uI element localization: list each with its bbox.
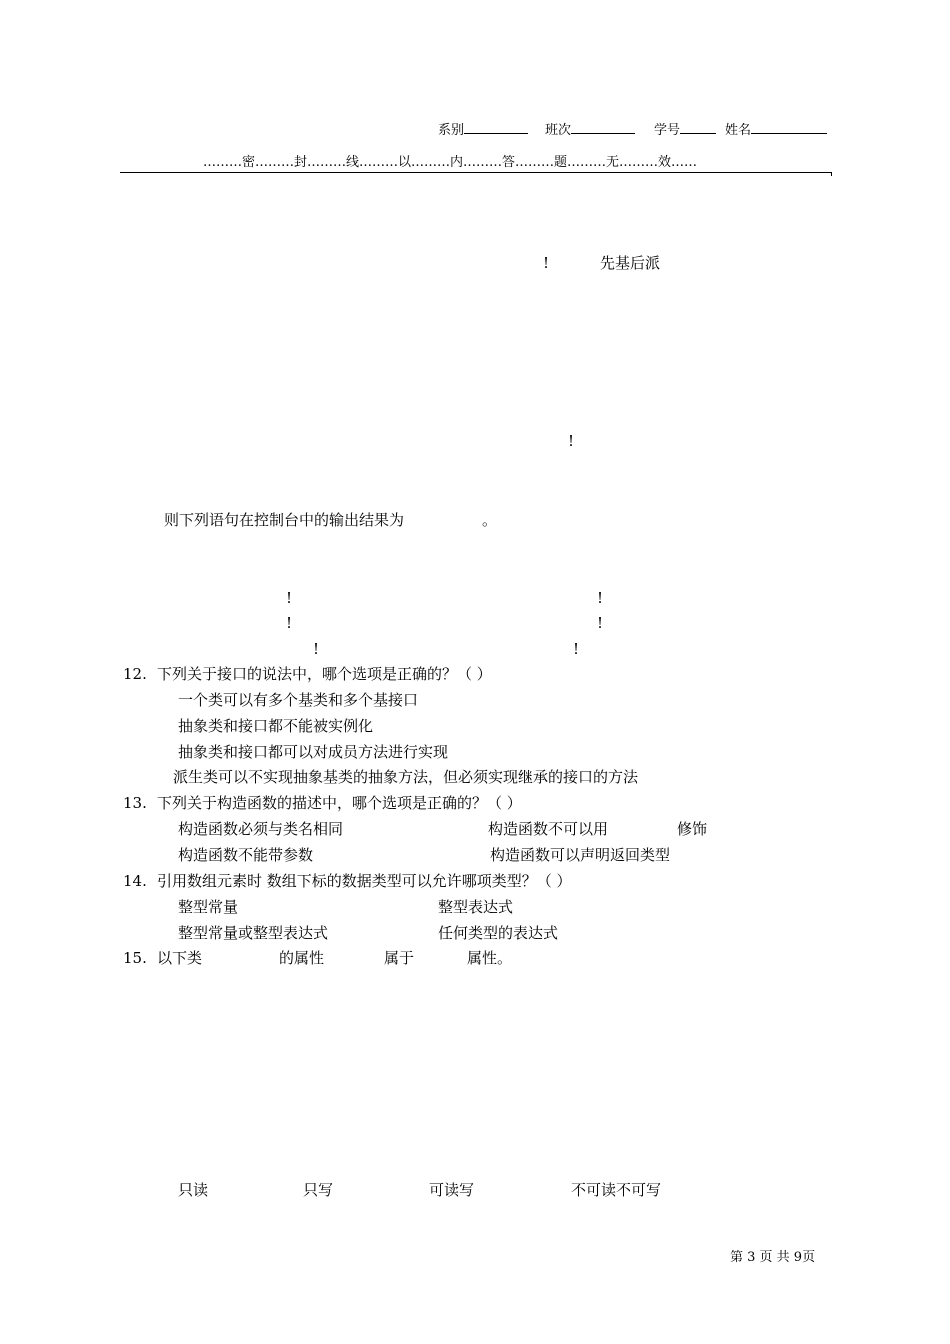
- fragment-bang-8: !: [573, 640, 580, 658]
- dept-field: [438, 121, 528, 137]
- fragment-base-first: 先基后派: [600, 254, 661, 272]
- class-blank[interactable]: [571, 121, 635, 134]
- q15-option-a[interactable]: 只读: [178, 1181, 209, 1199]
- dept-blank[interactable]: [464, 121, 528, 134]
- q13-option-b[interactable]: [488, 822, 707, 837]
- class-label: 班次: [545, 123, 572, 138]
- q13-number: 13.: [123, 794, 147, 812]
- q14-number: 14.: [123, 872, 147, 890]
- page-number: 第 3 页 共 9页: [730, 1250, 816, 1265]
- q14-option-b[interactable]: 整型表达式: [438, 898, 514, 916]
- q15-stem-a: 以下类: [157, 949, 203, 967]
- q13-option-b-text: 构造函数不可以用: [488, 820, 609, 838]
- fragment-bang-2: !: [568, 432, 575, 450]
- fragment-bang-3: !: [286, 589, 293, 607]
- q12-number: 12.: [123, 665, 147, 683]
- q13-option-d[interactable]: 构造函数可以声明返回类型: [490, 846, 671, 864]
- class-field: [545, 121, 635, 137]
- seal-line-text: ………密………封………线………以………内………答………题………无………效……: [203, 155, 697, 170]
- output-prompt: 则下列语句在控制台中的输出结果为: [164, 511, 405, 529]
- q14-option-d[interactable]: 任何类型的表达式: [438, 924, 559, 942]
- q14-stem: 引用数组元素时 数组下标的数据类型可以允许哪项类型？（ ）: [157, 872, 572, 890]
- output-period: 。: [482, 511, 498, 529]
- fragment-bang-5: !: [286, 614, 293, 632]
- name-blank[interactable]: [751, 121, 827, 134]
- header-rule-tick: [831, 172, 832, 176]
- dept-label: 系别: [438, 123, 465, 138]
- q15-stem-d: 属性。: [467, 949, 513, 967]
- q15-option-b[interactable]: 只写: [303, 1181, 334, 1199]
- q15-option-d[interactable]: 不可读不可写: [571, 1181, 662, 1199]
- fragment-bang-6: !: [597, 614, 604, 632]
- fragment-bang-7: !: [313, 640, 320, 658]
- fragment-bang-4: !: [597, 589, 604, 607]
- q14-option-c[interactable]: 整型常量或整型表达式: [178, 924, 329, 942]
- q15-stem-c: 属于: [384, 949, 415, 967]
- q15-stem-b: 的属性: [279, 949, 325, 967]
- q12-option-b[interactable]: 抽象类和接口都不能被实例化: [178, 717, 374, 735]
- q13-option-a[interactable]: 构造函数必须与类名相同: [178, 820, 344, 838]
- q12-stem: 下列关于接口的说法中，哪个选项是正确的？（ ）: [157, 665, 492, 683]
- q12-option-c[interactable]: 抽象类和接口都可以对成员方法进行实现: [178, 743, 449, 761]
- name-label: 姓名: [725, 123, 752, 138]
- header-rule: [120, 172, 832, 173]
- student-id-blank[interactable]: [680, 121, 716, 134]
- student-id-field: [654, 121, 716, 137]
- fragment-bang-1: !: [543, 254, 550, 272]
- q12-option-a[interactable]: 一个类可以有多个基类和多个基接口: [178, 691, 419, 709]
- q13-option-c[interactable]: 构造函数不能带参数: [178, 846, 314, 864]
- student-id-label: 学号: [654, 123, 681, 138]
- q15-number: 15.: [123, 949, 147, 967]
- q12-option-d[interactable]: 派生类可以不实现抽象基类的抽象方法，但必须实现继承的接口的方法: [173, 768, 639, 786]
- name-field: [725, 121, 827, 137]
- q13-option-b-modifier: 修饰: [677, 820, 708, 838]
- q15-option-c[interactable]: 可读写: [429, 1181, 475, 1199]
- q13-stem: 下列关于构造函数的描述中，哪个选项是正确的？（ ）: [157, 794, 522, 812]
- q14-option-a[interactable]: 整型常量: [178, 898, 239, 916]
